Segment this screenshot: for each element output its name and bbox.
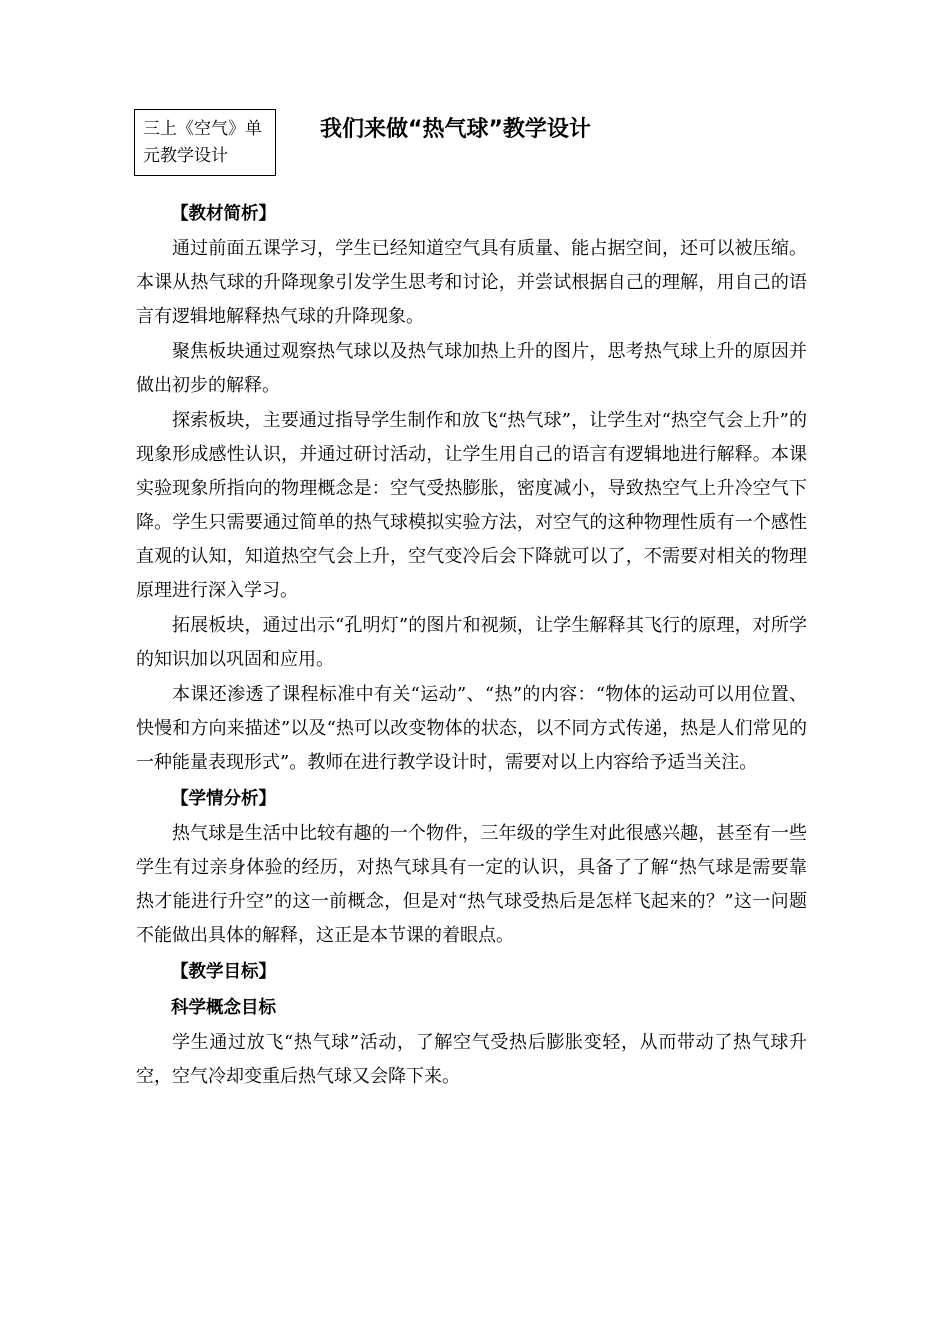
- paragraph-material-5: 本课还渗透了课程标准中有关“运动”、“热”的内容：“物体的运动可以用位置、快慢和方向来描述”以及“热可以改变物体的状态，以不同方式传递，热是人们常见的一种能量表现形式”。教师在进行教学设计时，需要对以上内容给予适当关注。: [136, 684, 807, 773]
- paragraph-goals-1: 学生通过放飞“热气球”活动，了解空气受热后膨胀变轻，从而带动了热气球升空，空气冷却变重后热气球又会降下来。: [136, 1032, 807, 1087]
- unit-label-box: [134, 109, 276, 176]
- document-title: 我们来做“热气球”教学设计: [320, 117, 591, 142]
- section-heading-students: 【学情分析】: [171, 789, 276, 809]
- paragraph-material-2: 聚焦板块通过观察热气球以及热气球加热上升的图片，思考热气球上升的原因并做出初步的解释。: [136, 341, 807, 396]
- paragraph-material-4: 拓展板块，通过出示“孔明灯”的图片和视频，让学生解释其飞行的原理，对所学的知识加以巩固和应用。: [136, 615, 807, 670]
- subheading-science-concept: 科学概念目标: [171, 998, 276, 1018]
- paragraph-students-1: 热气球是生活中比较有趣的一个物件，三年级的学生对此很感兴趣，甚至有一些学生有过亲身体验的经历，对热气球具有一定的认识，具备了了解“热气球是需要靠热才能进行升空”的这一前概念，但是对“热气球受热后是怎样飞起来的？”这一问题不能做出具体的解释，这正是本节课的着眼点。: [136, 823, 807, 946]
- paragraph-material-3: 探索板块，主要通过指导学生制作和放飞“热气球”，让学生对“热空气会上升”的现象形成感性认识，并通过研讨活动，让学生用自己的语言有逻辑地进行解释。本课实验现象所指向的物理概念是：空气受热膨胀，密度减小，导致热空气上升冷空气下降。学生只需要通过简单的热气球模拟实验方法，对空气的这种物理性质有一个感性直观的认知，知道热空气会上升，空气变冷后会下降就可以了，不需要对相关的物理原理进行深入学习。: [136, 410, 807, 601]
- section-heading-goals: 【教学目标】: [171, 962, 276, 982]
- document-body: [136, 196, 807, 1095]
- paragraph-material-1: 通过前面五课学习，学生已经知道空气具有质量、能占据空间，还可以被压缩。本课从热气球的升降现象引发学生思考和讨论，并尝试根据自己的理解，用自己的语言有逻辑地解释热气球的升降现象。: [136, 238, 807, 327]
- section-heading-material: 【教材简析】: [171, 204, 276, 224]
- unit-label: 三上《空气》单元教学设计: [143, 119, 262, 166]
